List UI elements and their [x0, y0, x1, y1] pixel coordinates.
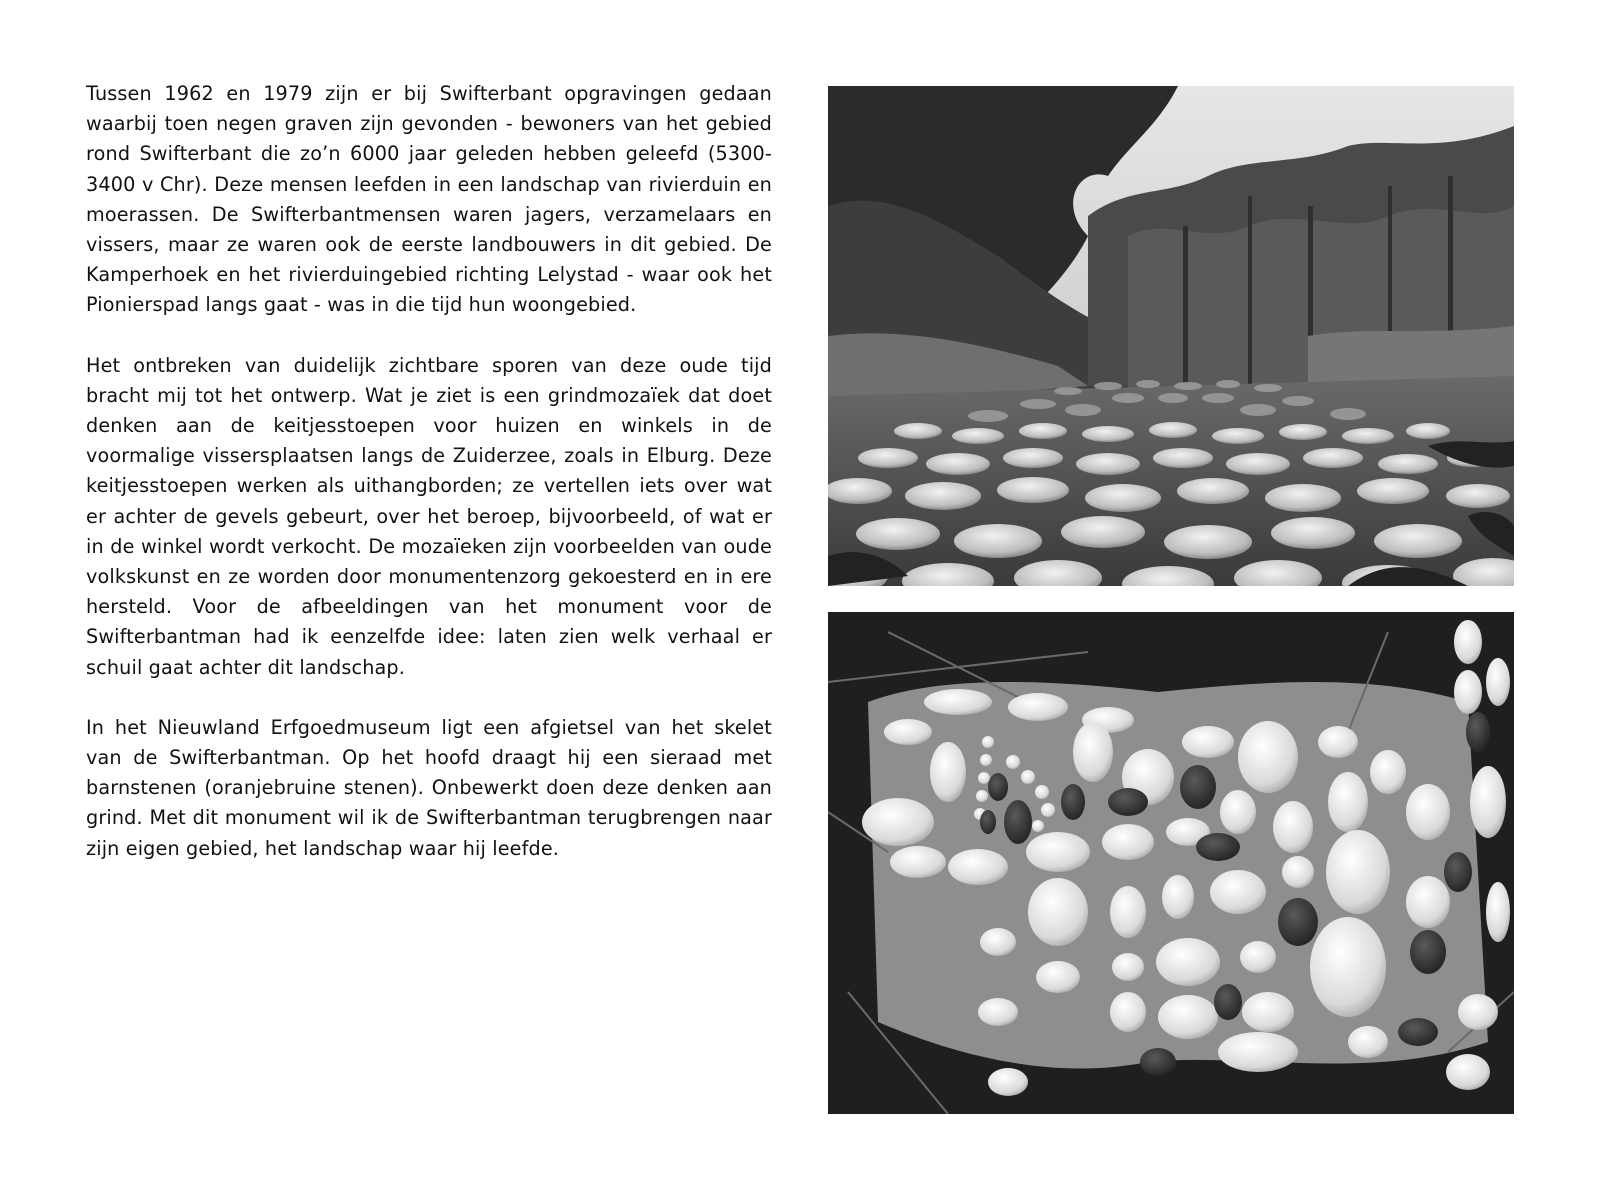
paragraph-design: Het ontbreken van duidelijk zichtbare sporen van deze oude tijd bracht mij tot het ontwerp. Wat je ziet is een grindmozaïek dat doet denken aan de keitjesstoepen voor huizen en winkels in de voormalige vissersplaatsen langs de Zuiderzee, zoals in Elburg. Deze keitjesstoepen werken als uithangborden; ze vertellen iets over wat er achter de gevels gebeurt, over het beroep, bijvoorbeeld, of wat er in de winkel wordt verkocht. De mozaïeken zijn voorbeelden van oude volkskunst en ze worden door monumentenzorg gekoesterd en in ere hersteld. Voor de afbeeldingen van het monument voor de Swifterbantman had ik eenzelfde idee: laten zien welk verhaal er schuil gaat achter dit landschap.: [86, 353, 772, 679]
photo-pebble-mosaic: [828, 612, 1514, 1114]
photo-pebble-path: [828, 86, 1514, 586]
photo-pebble-mosaic-image: [828, 612, 1514, 1114]
text-column: [86, 79, 772, 894]
paragraph-museum: In het Nieuwland Erfgoedmuseum ligt een afgietsel van het skelet van de Swifterbantman. Op het hoofd draagt hij een sieraad met barnstenen (oranjebruine stenen). Onbewerkt doen deze denken aan grind. Met dit monument wil ik de Swifterbantman terugbrengen naar zijn eigen gebied, het landschap waar hij leefde.: [86, 715, 772, 860]
paragraph-intro: Tussen 1962 en 1979 zijn er bij Swifterbant opgravingen gedaan waarbij toen negen graven zijn gevonden - bewoners van het gebied rond Swifterbant die zo’n 6000 jaar geleden hebben geleefd (5300-3400 v Chr). Deze mensen leefden in een landschap van rivierduin en moerassen. De Swifterbantmensen waren jagers, verzamelaars en vissers, maar ze waren ook de eerste landbouwers in dit gebied. De Kamperhoek en het rivierduingebied richting Lelystad - waar ook het Pionierspad langs gaat - was in die tijd hun woongebied.: [86, 82, 772, 317]
photo-pebble-path-image: [828, 86, 1514, 586]
